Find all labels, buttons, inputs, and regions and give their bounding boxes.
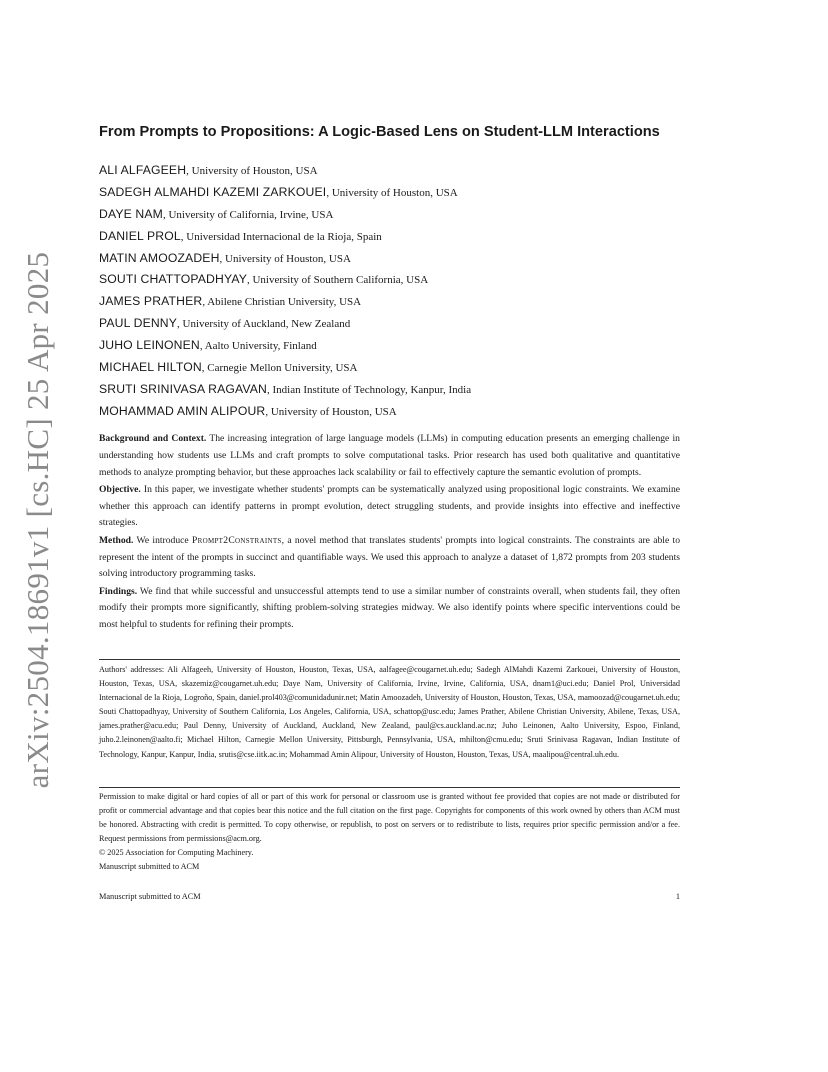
- author-name: DANIEL PROL: [99, 228, 181, 243]
- abstract-objective: [99, 482, 680, 532]
- author-entry: [99, 291, 680, 313]
- abstract-text: , a novel method that translates students' prompts into logical constraints. The constraints are able to represent the intent of the prompts in succinct and quantifiable ways. We used this approach to analyze a dataset of 1,872 prompts from 203 students solving introductory programming tasks.: [99, 534, 681, 580]
- author-affiliation: , University of Southern California, USA: [246, 274, 429, 287]
- abstract-text: The increasing integration of large language models (LLMs) in computing education presents an emerging challenge in understanding how students use LLMs and craft prompts to solve computational tasks. Prior research has used both qualitative and quantitative methods to analyze prompting behavior, but these approaches lack scalability or fail to effectively capture the semantic evolution of prompts.: [99, 433, 680, 478]
- page-footer: [99, 890, 680, 904]
- author-entry: [99, 182, 680, 204]
- author-entry: [99, 379, 680, 401]
- author-name: JUHO LEINONEN: [99, 338, 200, 353]
- manuscript-note: Manuscript submitted to ACM: [99, 862, 200, 872]
- abstract-method: [99, 533, 680, 583]
- author-name: SOUTI CHATTOPADHYAY: [99, 272, 247, 287]
- abstract: [99, 431, 680, 634]
- author-addresses: Authors' addresses: Ali Alfageeh, University of Houston, Houston, Texas, USA, aalfagee@cougarnet.uh.edu; Sadegh AlMahdi Kazemi Zarkouei, University of Houston, Houston, Texas, USA, skazemiz@cougarnet.uh.edu; Daye Nam, University of California, Irvine, Irvine, California, USA, dnam1@uci.edu; Daniel Prol, Universidad Internacional de la Rioja, Logroño, Spain, daniel.prol403@comunidadunir.net; Matin Amoozadeh, University of Houston, Houston, Texas, USA, mamoozad@cougarnet.uh.edu; Souti Chattopadhyay, University of Southern California, Los Angeles, California, USA, schattop@usc.edu; James Prather, Abilene Christian University, Abilene, Texas, USA, james.prather@acu.edu; Paul Denny, University of Auckland, Auckland, New Zealand, paul@cs.auckland.ac.nz; Juho Leinonen, Aalto University, Espoo, Finland, juho.2.leinonen@aalto.fi; Michael Hilton, Carnegie Mellon University, Pittsburgh, Pennsylvania, USA, mhilton@cmu.edu; Sruti Srinivasa Ragavan, Indian Institute of Technology, Kanpur, Kanpur, India, srutis@cse.iitk.ac.in; Mohammad Amin Alipour, University of Houston, Houston, Texas, USA, maalipou@central.uh.edu.: [99, 665, 680, 759]
- author-name: SADEGH ALMAHDI KAZEMI ZARKOUEI: [99, 184, 327, 199]
- author-affiliation: , Indian Institute of Technology, Kanpur, India: [267, 383, 472, 396]
- copyright-line: © 2025 Association for Computing Machinery.: [99, 848, 254, 858]
- arxiv-identifier: arXiv:2504.18691v1 [cs.HC] 25 Apr 2025: [20, 251, 55, 789]
- author-name: JAMES PRATHER: [99, 294, 203, 309]
- author-affiliation: , University of Auckland, New Zealand: [177, 318, 351, 331]
- author-affiliation: , University of California, Irvine, USA: [162, 208, 334, 221]
- author-name: MICHAEL HILTON: [99, 360, 202, 375]
- abstract-heading: Background and Context.: [99, 433, 207, 444]
- author-name: SRUTI SRINIVASA RAGAVAN: [99, 381, 268, 396]
- abstract-heading: Objective.: [99, 483, 141, 495]
- author-name: PAUL DENNY: [99, 316, 178, 331]
- author-entry: [99, 313, 680, 335]
- author-entry: [99, 160, 680, 182]
- author-list: [99, 160, 680, 423]
- author-entry: [99, 357, 680, 379]
- abstract-text: We find that while successful and unsuccessful attempts tend to use a similar number of constraints overall, when students fail, they often modify their prompts more significantly, shifting problem-solving strategies midway. We also identify points where specific interventions could be most helpful to students for refining their prompts.: [99, 585, 680, 631]
- author-affiliation: , Aalto University, Finland: [199, 340, 317, 353]
- author-affiliation: , Universidad Internacional de la Rioja, Spain: [180, 230, 382, 243]
- author-affiliation: , University of Houston, USA: [219, 252, 351, 265]
- author-affiliation: , Abilene Christian University, USA: [202, 296, 362, 309]
- author-affiliation: , University of Houston, USA: [186, 165, 318, 177]
- author-name: MATIN AMOOZADEH: [99, 250, 220, 265]
- page-number: 1: [675, 892, 680, 901]
- author-name: DAYE NAM: [99, 206, 163, 221]
- author-affiliation: , University of Houston, USA: [265, 405, 397, 418]
- author-name: ALI ALFAGEEH: [99, 163, 187, 177]
- author-affiliation: , University of Houston, USA: [326, 186, 458, 199]
- author-entry: [99, 204, 680, 226]
- permission-text: Permission to make digital or hard copies of all or part of this work for personal or classroom use is granted without fee provided that copies are not made or distributed for profit or commercial advantage and that copies bear this notice and the full citation on the first page. Copyrights for components of this work owned by others than ACM must be honored. Abstracting with credit is permitted. To copy otherwise, or republish, to post on servers or to redistribute to lists, requires prior specific permission and/or a fee. Request permissions from permissions@acm.org.: [99, 792, 680, 844]
- author-entry: [99, 248, 680, 270]
- author-entry: [99, 226, 680, 248]
- author-affiliation: , Carnegie Mellon University, USA: [201, 362, 358, 375]
- abstract-heading: Method.: [99, 534, 134, 546]
- method-name: Prompt2Constraints: [191, 534, 282, 546]
- abstract-text: In this paper, we investigate whether students' prompts can be systematically analyzed using propositional logic constraints. We examine whether this approach can identify patterns in prompt evolution, detect struggling students, and provide insights into effective and ineffective strategies.: [99, 483, 680, 529]
- divider: [99, 787, 680, 788]
- author-entry: [99, 401, 680, 423]
- abstract-text: We introduce: [133, 534, 192, 546]
- abstract-background: [99, 431, 680, 481]
- footer-venue: Manuscript submitted to ACM: [99, 892, 201, 901]
- paper-title: From Prompts to Propositions: A Logic-Based Lens on Student-LLM Interactions: [99, 124, 660, 140]
- author-entry: [99, 269, 680, 291]
- divider: [99, 659, 680, 660]
- abstract-heading: Findings.: [99, 585, 138, 597]
- author-entry: [99, 335, 680, 357]
- author-name: MOHAMMAD AMIN ALIPOUR: [99, 403, 266, 418]
- abstract-findings: [99, 584, 680, 634]
- permission-notice: [99, 790, 680, 875]
